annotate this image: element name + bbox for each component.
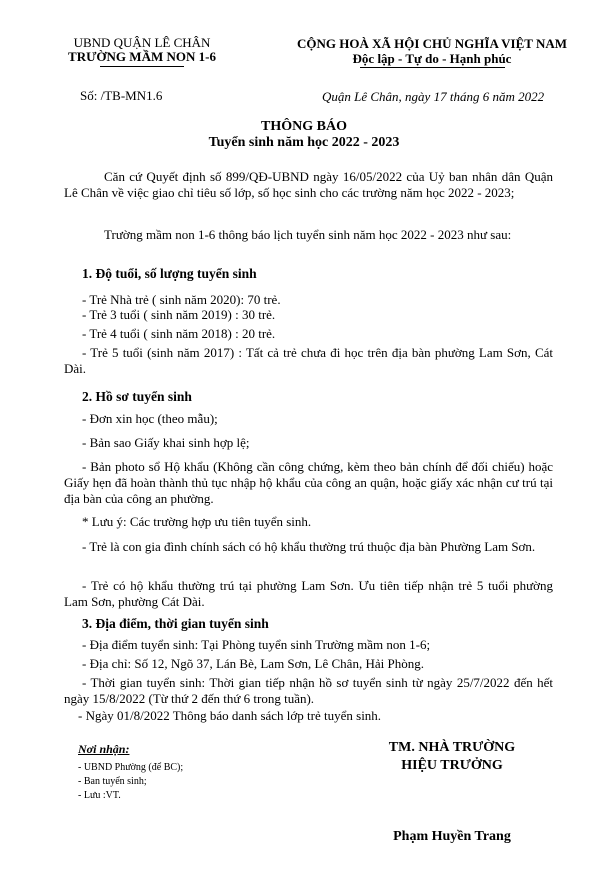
priority-item: - Trẻ là con gia đình chính sách có hộ khẩu thường trú thuộc địa bàn Phường Lam Sơn. bbox=[82, 539, 536, 554]
list-item: - Bản photo sổ Hộ khẩu (Không cần công chứng, kèm theo bản chính để đối chiếu) hoặc Giấy hẹn đã hoàn thành thủ tục nhập hộ khẩu của công an quận, hoặc giấy xác nhận cư trú tại địa bàn của công an phường. bbox=[64, 459, 553, 506]
section-2-heading: 2. Hồ sơ tuyển sinh bbox=[82, 389, 192, 404]
section-1-heading: 1. Độ tuổi, số lượng tuyển sinh bbox=[82, 266, 257, 281]
nation-title: CỘNG HOÀ XÃ HỘI CHỦ NGHĨA VIỆT NAM bbox=[296, 36, 568, 51]
document-title: THÔNG BÁO bbox=[261, 119, 347, 134]
list-item: - Bản sao Giấy khai sinh hợp lệ; bbox=[82, 435, 250, 450]
signature-role: HIỆU TRƯỞNG bbox=[401, 758, 503, 773]
signatory-name: Phạm Huyền Trang bbox=[393, 829, 511, 844]
recipient-item: - Ban tuyển sinh; bbox=[78, 776, 147, 787]
school-underline bbox=[100, 66, 184, 67]
intro-paragraph-1: Căn cứ Quyết định số 899/QĐ-UBND ngày 16/05/2022 của Uỷ ban nhân dân Quận Lê Chân về việc giao chỉ tiêu số lớp, số học sinh cho các trường năm học 2022 - 2023; bbox=[64, 169, 553, 200]
section-3-heading: 3. Địa điểm, thời gian tuyển sinh bbox=[82, 616, 269, 631]
list-item: - Thời gian tuyển sinh: Thời gian tiếp nhận hồ sơ tuyển sinh từ ngày 25/7/2022 đến hết ngày 15/8/2022 (Từ thứ 2 đến thứ 6 trong tuần). bbox=[64, 675, 553, 706]
list-item: - Trẻ 5 tuổi (sinh năm 2017) : Tất cả trẻ chưa đi học trên địa bàn phường Lam Sơn, Cát Dài. bbox=[64, 345, 553, 376]
motto-underline bbox=[360, 67, 505, 68]
document-subtitle: Tuyển sinh năm học 2022 - 2023 bbox=[208, 135, 400, 150]
national-motto: Độc lập - Tự do - Hạnh phúc bbox=[352, 51, 512, 66]
list-item: - Trẻ 3 tuổi ( sinh năm 2019) : 30 trẻ. bbox=[82, 307, 276, 322]
signature-organization: TM. NHÀ TRƯỜNG bbox=[388, 740, 516, 755]
recipient-item: - UBND Phường (để BC); bbox=[78, 762, 184, 773]
list-item: - Địa chỉ: Số 12, Ngõ 37, Lán Bè, Lam Sơn, Lê Chân, Hải Phòng. bbox=[82, 656, 424, 671]
school-name: TRƯỜNG MẦM NON 1-6 bbox=[68, 49, 216, 64]
place-date: Quận Lê Chân, ngày 17 tháng 6 năm 2022 bbox=[322, 89, 545, 104]
priority-note: * Lưu ý: Các trường hợp ưu tiên tuyển sinh. bbox=[82, 514, 312, 529]
recipients-label: Nơi nhận: bbox=[78, 742, 130, 756]
list-item: - Trẻ 4 tuổi ( sinh năm 2018) : 20 trẻ. bbox=[82, 326, 276, 341]
list-item: - Trẻ Nhà trẻ ( sinh năm 2020): 70 trẻ. bbox=[82, 292, 281, 307]
priority-item: - Trẻ có hộ khẩu thường trú tại phường Lam Sơn. Ưu tiên tiếp nhận trẻ 5 tuổi phường Lam Sơn, phường Cát Dài. bbox=[64, 578, 553, 609]
list-item: - Ngày 01/8/2022 Thông báo danh sách lớp trẻ tuyển sinh. bbox=[78, 708, 382, 723]
list-item: - Địa điểm tuyển sinh: Tại Phòng tuyển sinh Trường mầm non 1-6; bbox=[82, 637, 431, 652]
intro-paragraph-2: Trường mầm non 1-6 thông báo lịch tuyển sinh năm học 2022 - 2023 như sau: bbox=[104, 227, 512, 242]
list-item: - Đơn xin học (theo mẫu); bbox=[82, 411, 218, 426]
agency-name: UBND QUẬN LÊ CHÂN bbox=[73, 35, 211, 50]
document-number: Số: /TB-MN1.6 bbox=[80, 88, 163, 103]
recipient-item: - Lưu :VT. bbox=[78, 790, 121, 801]
